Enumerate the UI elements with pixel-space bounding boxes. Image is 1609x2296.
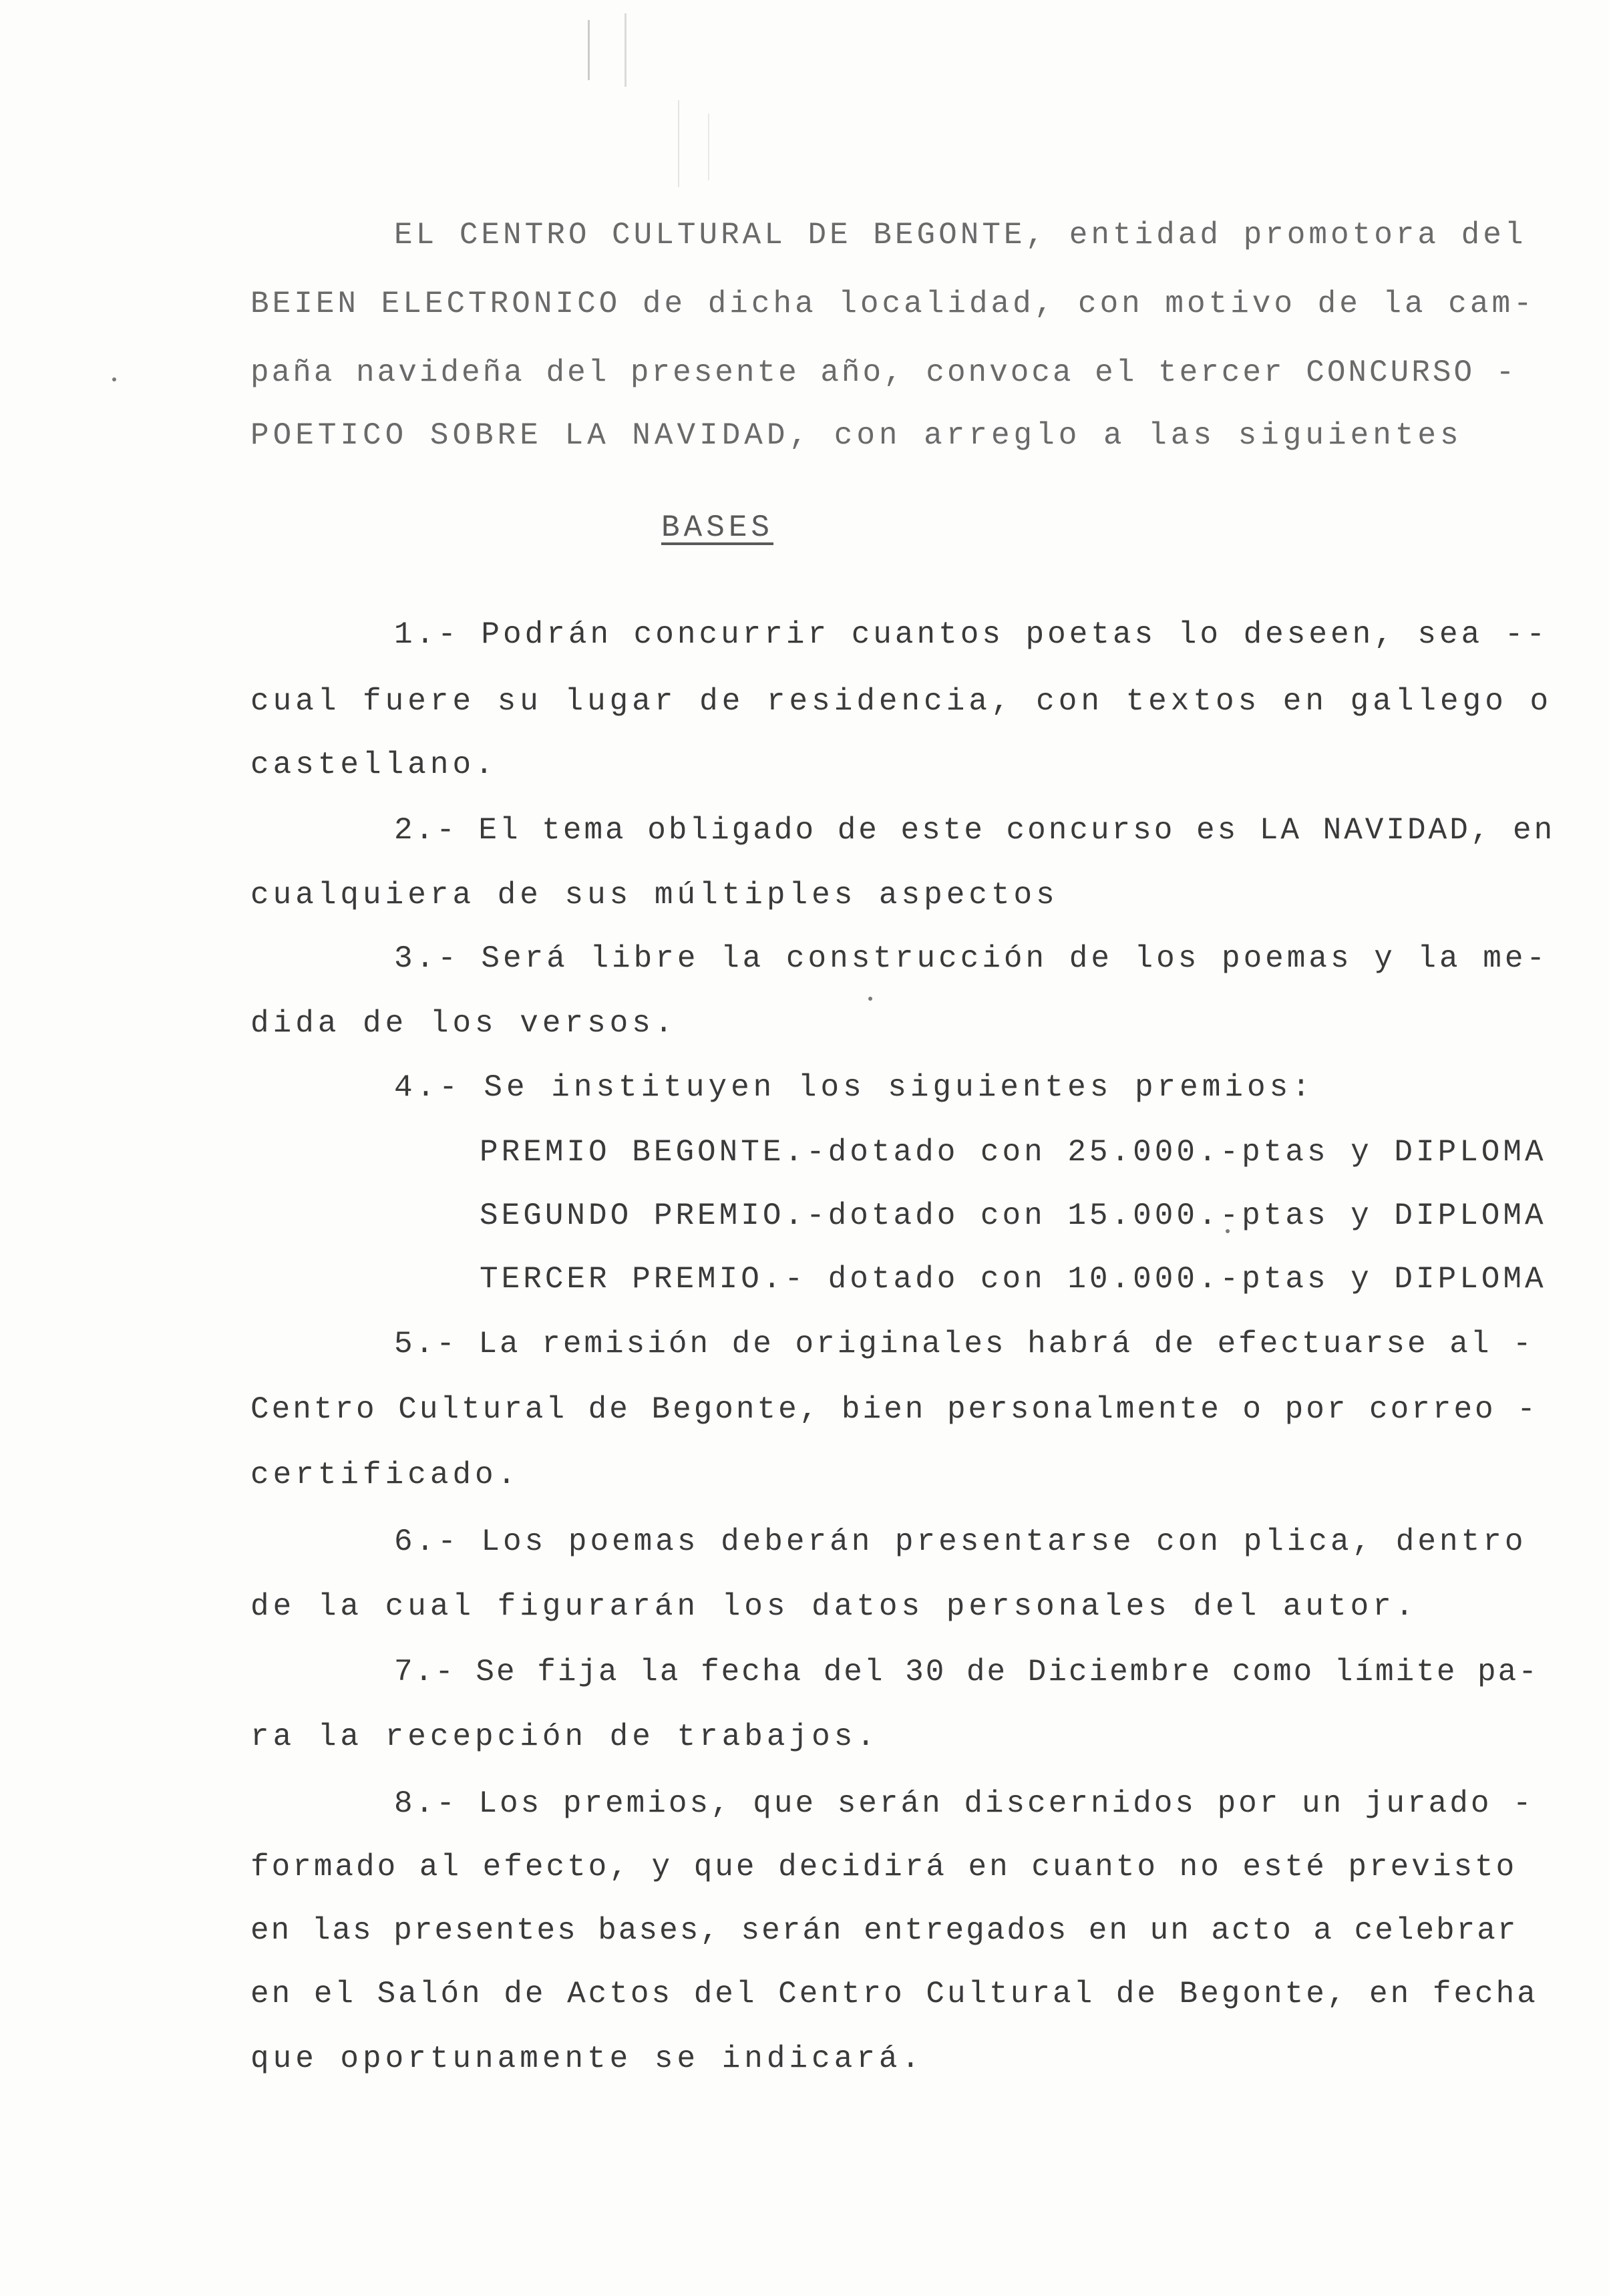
- scan-speck: [868, 997, 872, 1001]
- prize-third: TERCER PREMIO.- dotado con 10.000.-ptas y DIPLOMA: [480, 1262, 1547, 1297]
- bases-heading: BASES: [661, 510, 774, 545]
- scan-mark: [624, 13, 627, 87]
- base-3-line: 3.- Será libre la construcción de los poemas y la me-: [394, 941, 1549, 976]
- base-8-line: formado al efecto, y que decidirá en cuanto no esté previsto: [250, 1850, 1517, 1884]
- base-7-line: ra la recepción de trabajos.: [250, 1719, 879, 1754]
- prize-second: SEGUNDO PREMIO.-dotado con 15.000.-ptas y DIPLOMA: [480, 1198, 1547, 1233]
- scan-speck: [112, 377, 116, 381]
- prize-first: PREMIO BEGONTE.-dotado con 25.000.-ptas y DIPLOMA: [480, 1135, 1547, 1170]
- base-8-line: 8.- Los premios, que serán discernidos por un jurado -: [394, 1786, 1534, 1821]
- base-1-line: cual fuere su lugar de residencia, con textos en gallego o: [250, 684, 1553, 719]
- base-6-line: 6.- Los poemas deberán presentarse con plica, dentro: [394, 1524, 1527, 1559]
- intro-line: EL CENTRO CULTURAL DE BEGONTE, entidad promotora del: [394, 218, 1527, 253]
- intro-line: POETICO SOBRE LA NAVIDAD, con arreglo a las siguientes: [250, 418, 1463, 453]
- base-1-line: castellano.: [250, 748, 498, 782]
- base-8-line: en el Salón de Actos del Centro Cultural de Begonte, en fecha: [250, 1977, 1538, 2011]
- base-2-line: 2.- El tema obligado de este concurso es LA NAVIDAD, en: [394, 813, 1556, 848]
- base-5-line: 5.- La remisión de originales habrá de efectuarse al -: [394, 1327, 1534, 1361]
- base-4-line: 4.- Se instituyen los siguientes premios:: [394, 1070, 1314, 1105]
- base-8-line: en las presentes bases, serán entregados en un acto a celebrar: [250, 1913, 1518, 1948]
- base-3-line: dida de los versos.: [250, 1006, 677, 1041]
- base-8-line: que oportunamente se indicará.: [250, 2041, 924, 2076]
- base-2-line: cualquiera de sus múltiples aspectos: [250, 878, 1059, 913]
- base-7-line: 7.- Se fija la fecha del 30 de Diciembre como límite pa-: [394, 1655, 1539, 1689]
- base-5-line: Centro Cultural de Begonte, bien personalmente o por correo -: [250, 1392, 1538, 1427]
- base-1-line: 1.- Podrán concurrir cuantos poetas lo deseen, sea --: [394, 617, 1549, 652]
- scan-mark: [708, 114, 709, 180]
- intro-line: paña navideña del presente año, convoca el tercer CONCURSO -: [250, 355, 1517, 390]
- base-6-line: de la cual figurarán los datos personales del autor.: [250, 1589, 1418, 1624]
- intro-line: BEIEN ELECTRONICO de dicha localidad, con motivo de la cam-: [250, 287, 1536, 321]
- scan-mark: [588, 20, 590, 80]
- scan-mark: [678, 100, 679, 187]
- base-5-line: certificado.: [250, 1458, 520, 1492]
